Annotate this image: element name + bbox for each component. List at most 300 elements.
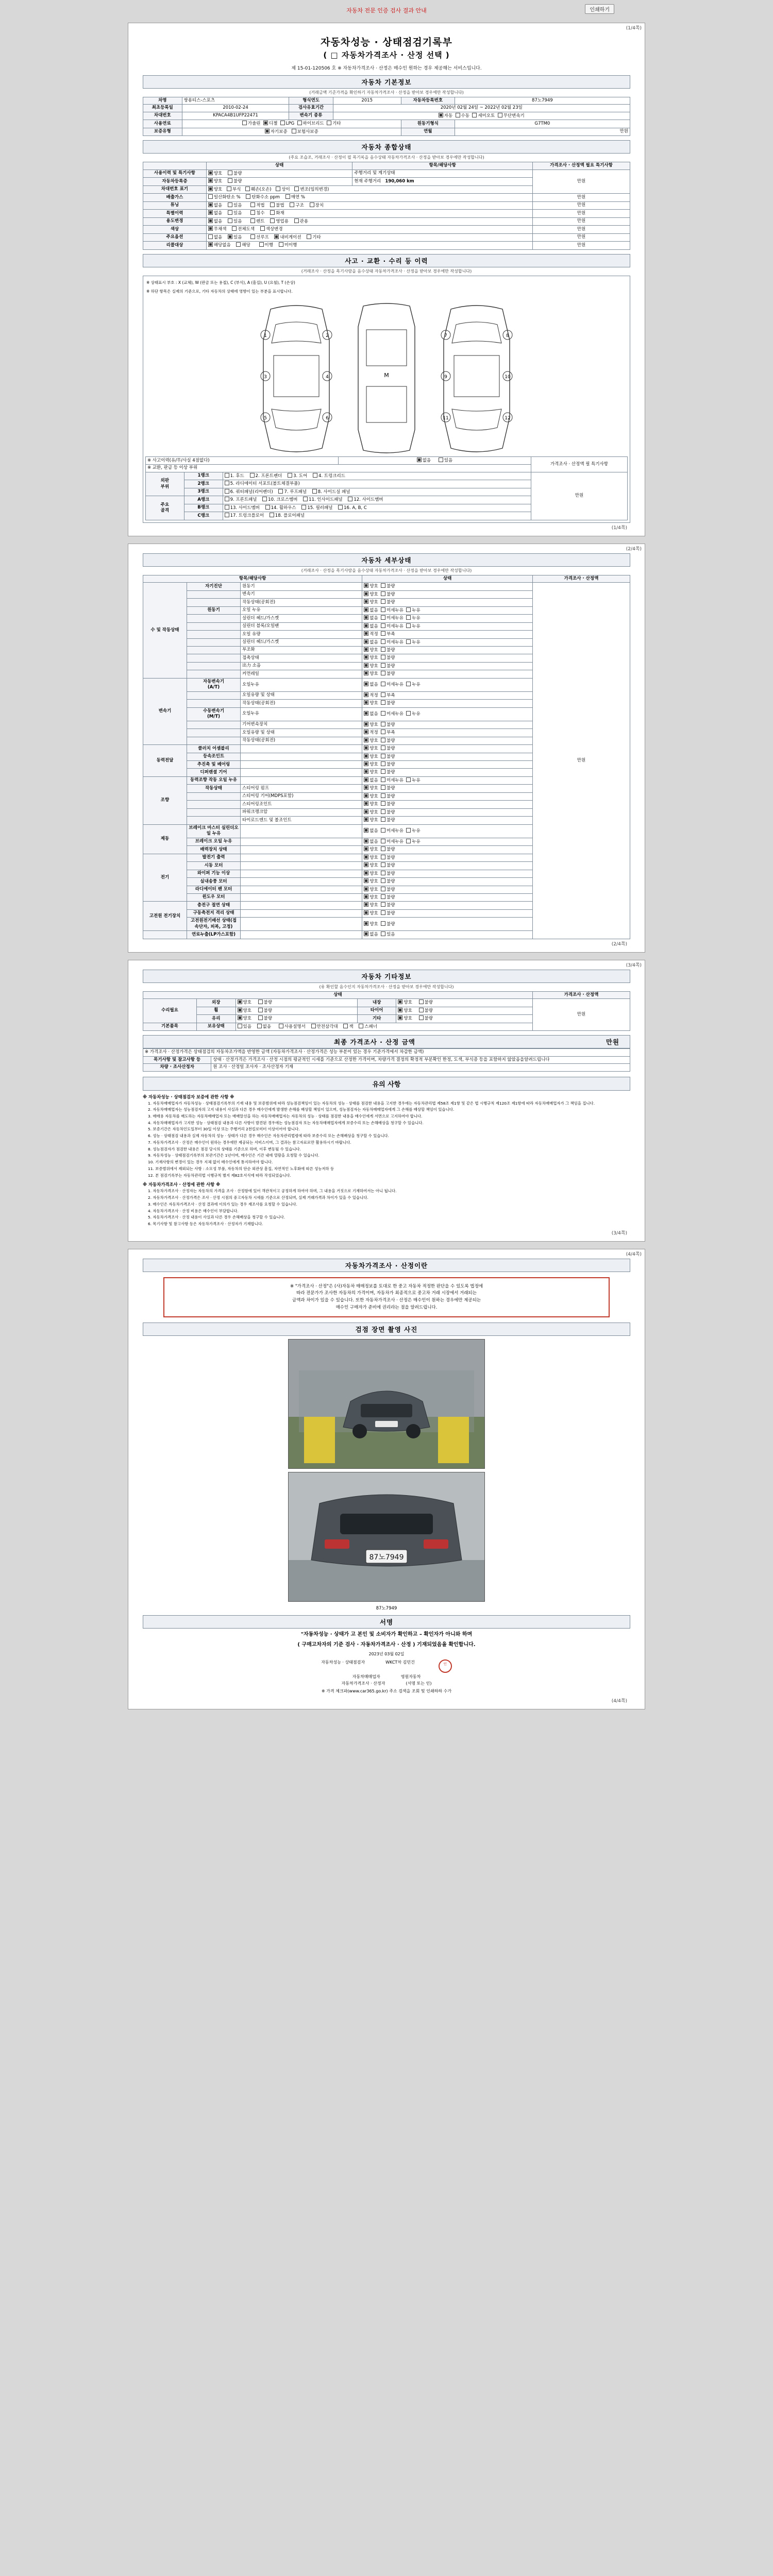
checkbox-1-6-1[interactable] — [381, 738, 385, 742]
checkbox-fire[interactable] — [270, 210, 275, 215]
checkbox-manual[interactable] — [279, 1024, 283, 1028]
checkbox-4-2-1[interactable] — [381, 846, 385, 851]
checkbox-0-1-0[interactable] — [364, 591, 368, 596]
row-label-year: 형식연도 — [289, 97, 333, 105]
checkbox-0-3-1[interactable] — [381, 607, 385, 612]
checkbox-4-1-0[interactable] — [364, 839, 368, 843]
checkbox-0-7-1[interactable] — [381, 639, 385, 644]
checkbox-0-0-0[interactable] — [364, 583, 368, 588]
checkbox-3-0-1[interactable] — [381, 777, 385, 782]
overall-col-detail: 항목/해당사항 — [352, 162, 533, 170]
checkbox-5-0-0[interactable] — [364, 855, 368, 859]
checkbox-recall-notdone[interactable] — [279, 242, 283, 247]
other-sub-exterior: 외장 — [196, 999, 236, 1007]
checkbox-0-9-0[interactable] — [364, 655, 368, 659]
checkbox-accident-yes[interactable] — [439, 457, 443, 462]
value-plate: 87노7949 — [455, 97, 630, 105]
checkbox-5-1-1[interactable] — [381, 862, 385, 867]
detail-item-name — [187, 622, 241, 630]
checkbox-5-5-0[interactable] — [364, 894, 368, 899]
redbox-line-1: 따라 전문가가 조사한 자동차의 가격이며, 자동차가 최종적으로 중고차 거래 시장에서 거래되는 — [296, 1291, 477, 1296]
sign-date: 2023년 03월 02일 — [368, 1652, 405, 1657]
checkbox-special-none[interactable] — [208, 210, 213, 215]
checkbox-frame-1-3[interactable] — [313, 473, 317, 478]
checkbox-frame-a-2[interactable] — [303, 497, 308, 501]
checkbox-4-0-0[interactable] — [364, 828, 368, 833]
checkbox-transmission-manual[interactable] — [456, 113, 460, 117]
checkbox-3-3-0[interactable] — [364, 801, 368, 806]
checkbox-3-4-1[interactable] — [381, 809, 385, 814]
checkbox-4-0-2[interactable] — [406, 828, 411, 833]
page4-footer-note: ※ 가격 체크파(www.car365.go.kr) 주소 검색을 조회 및 인쇄하하 수가 — [321, 1688, 452, 1693]
checkbox-navigation[interactable] — [274, 234, 279, 239]
checkbox-warranty-insurer[interactable] — [292, 129, 296, 133]
top-notice-text: 자동차 전문 인증 검사 결과 안내 — [346, 7, 427, 14]
checkbox-etc-bad[interactable] — [419, 1015, 424, 1020]
signature-row-1 — [143, 1674, 630, 1680]
checkbox-2-1-0[interactable] — [364, 754, 368, 758]
svg-text:7: 7 — [444, 333, 447, 338]
checkbox-3-5-1[interactable] — [381, 817, 385, 822]
checkbox-color-full[interactable] — [232, 226, 237, 231]
detail-group-label: 동력전달 — [143, 745, 187, 777]
caution-list-2 — [143, 1189, 630, 1227]
detail-item-name: 브레이크 오일 누유 — [187, 838, 241, 845]
detail-item-name: 와이퍼 기능 이상 — [187, 870, 241, 877]
detail-item-sub: 실린더 헤드/가스켓 — [240, 638, 362, 646]
checkbox-4-0-1[interactable] — [381, 828, 385, 833]
checkbox-6-2-1[interactable] — [381, 921, 385, 926]
checkbox-rental[interactable] — [250, 218, 255, 223]
accident-legend-left: ※ 사고이력(유/무/사실 4점없다) — [146, 457, 339, 465]
overall-row-state-6: 없음 있음 렌트 영업용 관용 — [206, 217, 532, 225]
checkbox-1-4-1[interactable] — [381, 722, 385, 726]
detail-item-sub: 실린더 헤드/가스켓 — [240, 615, 362, 622]
detail-item-options: 양호 불량 — [362, 769, 533, 776]
checkbox-frame-1-2[interactable] — [288, 473, 292, 478]
caution-paragraph: 12. 본 점검기록부는 자동차관리법 시행규칙 별지 제82호서식에 따라 작성되었습니다. — [148, 1173, 291, 1178]
checkbox-0-10-0[interactable] — [364, 663, 368, 668]
checkbox-fuel-lpg[interactable] — [280, 121, 285, 125]
detail-state-table — [143, 575, 630, 939]
checkbox-0-1-1[interactable] — [381, 591, 385, 596]
checkbox-tuning-structure[interactable] — [290, 202, 294, 207]
detail-item-options: 적정 부족 — [362, 691, 533, 699]
frame-rank-c: C랭크 — [184, 512, 223, 520]
checkbox-emission-smoke[interactable] — [285, 194, 290, 199]
checkbox-official[interactable] — [294, 218, 299, 223]
svg-text:5: 5 — [264, 416, 267, 421]
svg-text:9: 9 — [444, 375, 447, 380]
section-accident-header: 사고 · 교환 · 수리 등 이력 — [143, 254, 630, 267]
caution-paragraph: 2. 자동차가격조사 · 산정가격은 조사 · 산정 시점의 중고자동차 시세를 기준으로 산정되며, 실제 거래가격과 차이가 있을 수 있습니다. — [148, 1195, 368, 1200]
accident-diagram-panel — [143, 276, 630, 523]
checkbox-5-3-1[interactable] — [381, 878, 385, 883]
other-price-cell: 만원 — [532, 999, 630, 1031]
page-2-footer: (2/4쪽) — [611, 941, 627, 947]
checkbox-3-4-0[interactable] — [364, 809, 368, 814]
checkbox-6-2-0[interactable] — [364, 921, 368, 926]
checkbox-fuel-gasoline[interactable] — [242, 121, 247, 125]
detail-item-name — [187, 590, 241, 598]
checkbox-tire-ok[interactable] — [398, 1008, 402, 1012]
checkbox-interior-bad[interactable] — [419, 999, 424, 1004]
checkbox-4-1-1[interactable] — [381, 839, 385, 843]
caution-paragraph: 8. 성능점검자가 점검한 내용은 점검 당시의 상태를 기준으로 하며, 이후 변동될 수 있습니다. — [148, 1146, 301, 1151]
checkbox-3-2-1[interactable] — [381, 793, 385, 798]
overall-row-state-8: 없음 있음 선루프 내비게이션 기타 — [206, 233, 532, 241]
checkbox-0-10-1[interactable] — [381, 663, 385, 668]
section-detail-note: (거래조사 · 산정을 목기사람을 음수상태 자동차가격조사 · 산정을 받아보 경우에만 작성합니다) — [301, 568, 472, 573]
detail-item-sub — [240, 824, 362, 838]
value-mileage-unit: 만원 — [455, 128, 630, 135]
checkbox-1-3-2[interactable] — [406, 711, 411, 716]
checkbox-wheel-ok[interactable] — [238, 1008, 242, 1012]
redbox-line-3: 매수인 구매자가 준비에 권리라는 점을 알려드립니다. — [335, 1304, 438, 1310]
checkbox-recall-yes[interactable] — [236, 242, 241, 247]
detail-item-name: 브레이크 마스터 실린더오일 누유 — [187, 824, 241, 838]
section-detail-header: 자동차 세부상태 — [143, 553, 630, 567]
caution-paragraph: 1. 자동차가격조사 · 산정자는 자동차의 가격을 조사 · 산정함에 있어 객관적이고 공정하게 하여야 하며, 그 내용을 거짓으로 기재하여서는 아니 됩니다. — [148, 1189, 397, 1194]
checkbox-1-2-0[interactable] — [364, 700, 368, 705]
section-accident-note: (거래조사 · 산정을 목기사람을 음수상태 자동차가격조사 · 산정을 받아보 경우에만 작성합니다) — [301, 268, 472, 274]
detail-item-sub — [240, 909, 362, 917]
detail-item-name: 등속조인트 — [187, 753, 241, 760]
checkbox-basic-yes[interactable] — [238, 1024, 242, 1028]
page-3 — [128, 960, 645, 1242]
detail-item-name: 디퍼렌셜 기어 — [187, 769, 241, 776]
checkbox-4-2-0[interactable] — [364, 846, 368, 851]
checkbox-0-7-2[interactable] — [406, 639, 411, 644]
checkbox-0-9-1[interactable] — [381, 655, 385, 659]
checkbox-usage-none[interactable] — [208, 218, 213, 223]
checkbox-frame-a-0[interactable] — [225, 497, 229, 501]
checkbox-frame-3-1[interactable] — [278, 489, 283, 494]
section-signature-header: 서명 — [143, 1615, 630, 1629]
checkbox-color-original[interactable] — [208, 226, 213, 231]
checkbox-0-3-0[interactable] — [364, 607, 368, 612]
checkbox-transmission-semi[interactable] — [472, 113, 477, 117]
detail-item-sub — [240, 854, 362, 861]
detail-item-sub — [240, 745, 362, 753]
checkbox-recall-na[interactable] — [208, 242, 213, 247]
detail-item-name — [187, 721, 241, 728]
checkbox-1-6-0[interactable] — [364, 738, 368, 742]
checkbox-emission-co[interactable] — [208, 194, 213, 199]
checkbox-2-0-0[interactable] — [364, 745, 368, 750]
detail-item-options: 양호 불량 — [362, 590, 533, 598]
checkbox-tuning-legal[interactable] — [250, 202, 255, 207]
checkbox-2-2-1[interactable] — [381, 761, 385, 766]
checkbox-1-1-1[interactable] — [381, 692, 385, 697]
detail-item-name: 라디에이터 팬 모터 — [187, 886, 241, 893]
checkbox-0-5-2[interactable] — [406, 623, 411, 628]
checkbox-emission-hc[interactable] — [246, 194, 250, 199]
checkbox-5-1-0[interactable] — [364, 862, 368, 867]
checkbox-triangle[interactable] — [311, 1024, 316, 1028]
detail-item-name: 수동변속기 (M/T) — [187, 707, 241, 721]
final-row-value-1: 원 조사 · 산정일 조사자 · 조사산정자 기재 — [211, 1064, 630, 1071]
checkbox-overall-0-bad[interactable] — [228, 171, 232, 175]
checkbox-0-5-1[interactable] — [381, 623, 385, 628]
detail-item-options: 양호 불량 — [362, 909, 533, 917]
checkbox-flood[interactable] — [250, 210, 255, 215]
detail-item-name — [187, 808, 241, 816]
detail-item-name — [187, 801, 241, 808]
checkbox-frame-c-1[interactable] — [270, 513, 274, 517]
checkbox-fuel-etc[interactable] — [327, 121, 331, 125]
detail-item-name — [187, 615, 241, 622]
detail-item-options: 없음 미세누유 누유 — [362, 824, 533, 838]
frame-rank-1: 1랭크 — [184, 472, 223, 480]
detail-item-options: 적정 부족 — [362, 631, 533, 638]
checkbox-jack[interactable] — [343, 1024, 348, 1028]
detail-item-sub — [240, 846, 362, 854]
overall-row-state-9: 해당없음 해당 이행 미이행 — [206, 242, 532, 249]
checkbox-4-1-2[interactable] — [406, 839, 411, 843]
overall-note-cell-g: 만원 — [532, 233, 630, 241]
checkbox-6-0-1[interactable] — [381, 902, 385, 907]
checkbox-0-2-0[interactable] — [364, 599, 368, 604]
checkbox-exterior-bad[interactable] — [258, 999, 263, 1004]
checkbox-sunroof[interactable] — [250, 234, 255, 239]
checkbox-overall-0-ok[interactable] — [208, 171, 213, 175]
page-title: 자동차성능 · 상태점검기록부 — [321, 37, 452, 48]
checkbox-frame-b-2[interactable] — [301, 505, 306, 510]
caution-list-1 — [143, 1101, 630, 1179]
overall-note-cell-a: 만원 — [532, 170, 630, 193]
checkbox-glass-ok[interactable] — [238, 1015, 242, 1020]
checkbox-fuel-diesel[interactable] — [263, 121, 268, 125]
checkbox-1-0-1[interactable] — [381, 682, 385, 686]
detail-item-sub: 오일유량 및 상태 — [240, 729, 362, 737]
checkbox-2-3-1[interactable] — [381, 769, 385, 774]
checkbox-frame-a-3[interactable] — [348, 497, 352, 501]
checkbox-1-0-2[interactable] — [406, 682, 411, 686]
checkbox-tuning-device[interactable] — [310, 202, 314, 207]
checkbox-frame-1-0[interactable] — [225, 473, 229, 478]
checkbox-3-1-1[interactable] — [381, 785, 385, 790]
top-notice-bar — [128, 4, 645, 15]
overall-row-state-2: 양호 부식 훼손(오손) 상이 변조(임의변경) — [206, 185, 532, 193]
checkbox-vin-modified[interactable] — [294, 187, 299, 191]
detail-item-options: 양호 불량 — [362, 654, 533, 662]
checkbox-frame-3-0[interactable] — [225, 489, 229, 494]
detail-item-options: 양호 불량 — [362, 583, 533, 590]
checkbox-1-5-0[interactable] — [364, 730, 368, 734]
detail-item-options: 양호 불량 — [362, 700, 533, 707]
checkbox-0-11-0[interactable] — [364, 671, 368, 675]
final-price-table — [143, 1048, 630, 1071]
overall-row-state-1: 양호 불량 — [206, 178, 352, 185]
checkbox-tire-bad[interactable] — [419, 1008, 424, 1012]
accident-history-table — [145, 456, 628, 472]
checkbox-7-0-1[interactable] — [381, 931, 385, 936]
checkbox-6-0-0[interactable] — [364, 902, 368, 907]
checkbox-option-etc[interactable] — [307, 234, 311, 239]
sign-label-1: 자동차매매업자 — [352, 1674, 380, 1679]
row-label-mileage-unit: 연월 — [401, 128, 455, 135]
checkbox-3-2-0[interactable] — [364, 793, 368, 798]
checkbox-basic-no[interactable] — [257, 1024, 262, 1028]
checkbox-frame-3-2[interactable] — [312, 489, 317, 494]
page-2 — [128, 544, 645, 953]
checkbox-etc-ok[interactable] — [398, 1015, 402, 1020]
other-col-state: 상태 — [143, 991, 533, 998]
detail-item-sub: 작동상태(공회전) — [240, 737, 362, 744]
overall-col-blank — [143, 162, 207, 170]
detail-item-options: 양호 불량 — [362, 902, 533, 909]
checkbox-0-11-1[interactable] — [381, 671, 385, 675]
checkbox-fuel-hybrid[interactable] — [297, 121, 302, 125]
checkbox-spanner[interactable] — [359, 1024, 363, 1028]
checkbox-5-3-0[interactable] — [364, 878, 368, 883]
detail-item-sub: 접촉상태 — [240, 654, 362, 662]
checkbox-business[interactable] — [270, 218, 275, 223]
checkbox-color-changed[interactable] — [260, 226, 265, 231]
checkbox-0-8-1[interactable] — [381, 647, 385, 652]
checkbox-3-3-1[interactable] — [381, 801, 385, 806]
checkbox-tuning-yes[interactable] — [228, 202, 232, 207]
checkbox-vin-ok[interactable] — [208, 187, 213, 191]
checkbox-6-1-0[interactable] — [364, 910, 368, 915]
checkbox-glass-bad[interactable] — [258, 1015, 263, 1020]
overall-note-cell-f: 만원 — [532, 226, 630, 233]
checkbox-0-2-1[interactable] — [381, 599, 385, 604]
checkbox-frame-1-1[interactable] — [250, 473, 255, 478]
checkbox-5-4-1[interactable] — [381, 887, 385, 891]
checkbox-0-6-0[interactable] — [364, 631, 368, 636]
checkbox-overall-1-ok[interactable] — [208, 178, 213, 183]
checkbox-5-0-1[interactable] — [381, 855, 385, 859]
checkbox-3-5-0[interactable] — [364, 817, 368, 822]
detail-item-options: 없음 미세누유 누유 — [362, 776, 533, 784]
checkbox-0-4-2[interactable] — [406, 615, 411, 620]
checkbox-overall-1-bad[interactable] — [228, 178, 232, 183]
detail-item-name — [187, 737, 241, 744]
sign-value-2: (서명 또는 인) — [406, 1681, 432, 1686]
checkbox-tuning-none[interactable] — [208, 202, 213, 207]
overall-row-state-5: 없음 있음 침수 화재 — [206, 210, 532, 217]
detail-item-sub — [240, 769, 362, 776]
checkbox-vin-different[interactable] — [276, 187, 280, 191]
checkbox-frame-b-0[interactable] — [225, 505, 229, 510]
checkbox-0-4-0[interactable] — [364, 615, 368, 620]
checkbox-transmission-auto[interactable] — [439, 113, 443, 117]
checkbox-vin-damaged[interactable] — [245, 187, 250, 191]
section-basic-info-note: (거래금액 기준가격을 확인하기 자동차가격조사 · 산정을 받아보 경우에만 작성합니다) — [309, 90, 464, 95]
checkbox-tuning-illegal[interactable] — [270, 202, 275, 207]
overall-row-detail-1: 현재 주행거리 190,060 km — [352, 178, 533, 185]
checkbox-frame-2-0[interactable] — [225, 481, 229, 485]
detail-item-sub: 오일누유 — [240, 678, 362, 691]
sign-label-2: 자동차가격조사 · 산정자 — [341, 1681, 385, 1686]
overall-row-state-3: 일산화탄소 % 탄화수소 ppm 매연 % — [206, 194, 532, 201]
sign-value-0: WKCT차 김민건 — [385, 1659, 415, 1665]
checkbox-1-0-0[interactable] — [364, 682, 368, 686]
checkbox-0-6-1[interactable] — [381, 631, 385, 636]
checkbox-frame-c-0[interactable] — [225, 513, 229, 517]
detail-item-sub — [240, 902, 362, 909]
detail-item-options: 양호 불량 — [362, 846, 533, 854]
checkbox-2-1-1[interactable] — [381, 754, 385, 758]
checkbox-0-5-0[interactable] — [364, 623, 368, 628]
checkbox-exterior-ok[interactable] — [238, 999, 242, 1004]
detail-item-options: 양호 불량 — [362, 761, 533, 769]
checkbox-option-none[interactable] — [208, 234, 213, 239]
checkbox-1-3-1[interactable] — [381, 711, 385, 716]
checkbox-wheel-bad[interactable] — [258, 1008, 263, 1012]
checkbox-transmission-cvt[interactable] — [498, 113, 502, 117]
frame-rank-b: B랭크 — [184, 504, 223, 512]
overall-row-label-6: 용도변경 — [143, 217, 207, 225]
checkbox-2-0-1[interactable] — [381, 745, 385, 750]
detail-item-options: 적정 부족 — [362, 729, 533, 737]
frame-group-main: 주요 골격 — [146, 496, 184, 520]
checkbox-usage-yes[interactable] — [228, 218, 232, 223]
checkbox-6-1-1[interactable] — [381, 910, 385, 915]
checkbox-1-1-0[interactable] — [364, 692, 368, 697]
checkbox-3-0-0[interactable] — [364, 777, 368, 782]
checkbox-special-yes[interactable] — [228, 210, 232, 215]
checkbox-0-8-0[interactable] — [364, 647, 368, 652]
detail-item-options: 없음 미세누유 누유 — [362, 707, 533, 721]
detail-item-options: 양호 불량 — [362, 721, 533, 728]
checkbox-0-7-0[interactable] — [364, 639, 368, 644]
checkbox-5-4-0[interactable] — [364, 887, 368, 891]
section-other-note: (유 확인할 음수인지 자동차가격조사 · 산정을 받아보 경우에만 작성합니다) — [319, 984, 454, 989]
overall-row-label-4: 튜닝 — [143, 201, 207, 209]
checkbox-0-0-1[interactable] — [381, 583, 385, 588]
checkbox-interior-ok[interactable] — [398, 999, 402, 1004]
checkbox-5-2-0[interactable] — [364, 871, 368, 875]
checkbox-frame-a-1[interactable] — [262, 497, 267, 501]
checkbox-5-5-1[interactable] — [381, 894, 385, 899]
checkbox-option-yes[interactable] — [228, 234, 232, 239]
detail-item-options: 양호 불량 — [362, 662, 533, 670]
checkbox-5-2-1[interactable] — [381, 871, 385, 875]
checkbox-accident-none[interactable] — [417, 457, 422, 462]
checkbox-7-0-0[interactable] — [364, 931, 368, 936]
svg-text:2: 2 — [326, 333, 329, 338]
detail-item-sub: 스티어링 기어(MDPS포함) — [240, 792, 362, 800]
checkbox-3-1-0[interactable] — [364, 785, 368, 790]
checkbox-1-2-1[interactable] — [381, 700, 385, 705]
checkbox-0-4-1[interactable] — [381, 615, 385, 620]
caution-paragraph: 7. 자동차가격조사 · 산정은 매수인이 원하는 경우에만 제공되는 서비스이며, 그 결과는 참고자료로만 활용하시기 바랍니다. — [148, 1140, 351, 1145]
other-opts-exterior: 양호 불량 — [236, 999, 357, 1007]
checkbox-2-2-0[interactable] — [364, 761, 368, 766]
checkbox-warranty-self[interactable] — [265, 129, 270, 133]
checkbox-recall-done[interactable] — [259, 242, 264, 247]
checkbox-vin-rust[interactable] — [227, 187, 231, 191]
checkbox-0-3-2[interactable] — [406, 607, 411, 612]
detail-item-name: 동력조향 작동 오일 누유 — [187, 776, 241, 784]
checkbox-frame-b-1[interactable] — [265, 505, 270, 510]
checkbox-1-4-0[interactable] — [364, 722, 368, 726]
detail-item-name — [187, 631, 241, 638]
checkbox-1-3-0[interactable] — [364, 711, 368, 716]
section-other-header: 자동차 기타정보 — [143, 970, 630, 983]
detail-item-options: 양호 불량 — [362, 785, 533, 792]
checkbox-2-3-0[interactable] — [364, 769, 368, 774]
redbox-line-0: ※ "가격조사 · 산정"은 (사)자동차 매매정보를 토대로 한 중고 자동차 적정한 판단을 수 있도록 법정에 — [290, 1283, 483, 1289]
checkbox-1-5-1[interactable] — [381, 730, 385, 734]
checkbox-3-0-2[interactable] — [406, 777, 411, 782]
checkbox-frame-b-3[interactable] — [338, 505, 343, 510]
print-button[interactable]: 인쇄하기 — [585, 4, 614, 14]
frame-items-2: 5. 라디에이터 서포트(볼트체결부품) — [223, 480, 531, 488]
